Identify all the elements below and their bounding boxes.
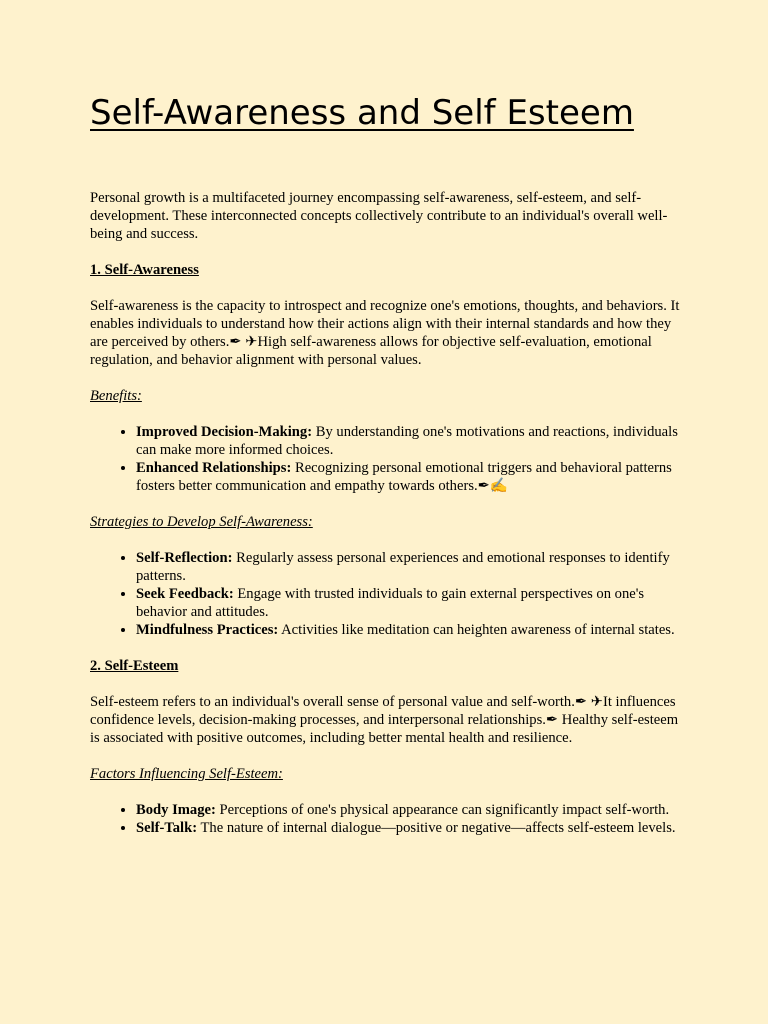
list-item-text: By understanding one's motivations and reactions, individuals can make more informed choices. [136, 424, 678, 458]
list-item-term: Improved Decision-Making: [136, 424, 313, 440]
list-item-term: Body Image: [136, 802, 216, 818]
list-item-term: Self-Talk: [136, 820, 198, 836]
list-item-text: Activities like meditation can heighten awareness of internal states. [278, 622, 675, 638]
list-item [136, 423, 680, 459]
list-item-text: Perceptions of one's physical appearance can significantly impact self-worth. [215, 802, 670, 818]
list-item [136, 621, 680, 639]
list-item-term: Seek Feedback: [136, 586, 234, 602]
list-item-term: Self-Reflection: [136, 550, 233, 566]
list-item [136, 459, 680, 495]
list-item-text: Recognizing personal emotional triggers and behavioral patterns fosters better communication and empathy towards others.✒✍ [136, 460, 672, 494]
list-item-text: The nature of internal dialogue—positive or negative—affects self-esteem levels. [197, 820, 676, 836]
list-item-term: Mindfulness Practices: [136, 622, 279, 638]
intro-paragraph: Personal growth is a multifaceted journey encompassing self-awareness, self-esteem, and self-development. These interconnected concepts collectively contribute to an individual's overall well-being and success. [90, 190, 668, 242]
factors-list [90, 801, 680, 837]
list-item [136, 801, 680, 819]
list-item [136, 549, 680, 585]
list-item-text: Engage with trusted individuals to gain external perspectives on one's behavior and attitudes. [136, 586, 645, 620]
strategies-heading: Strategies to Develop Self-Awareness: [90, 514, 313, 530]
self-esteem-paragraph: Self-esteem refers to an individual's overall sense of personal value and self-worth.✒ ✈It influences confidence levels, decision-making processes, and interpersonal relationships.✒ Healthy self-esteem is associated with positive outcomes, including better mental health and resilience. [90, 694, 679, 746]
benefits-heading: Benefits: [90, 388, 142, 404]
section-heading-self-awareness: 1. Self-Awareness [90, 262, 199, 278]
list-item [136, 585, 680, 621]
list-item-text: Regularly assess personal experiences and emotional responses to identify patterns. [136, 550, 670, 584]
self-awareness-paragraph: Self-awareness is the capacity to introspect and recognize one's emotions, thoughts, and behaviors. It enables individuals to understand how their actions align with their internal standards and how they are perceived by others.✒ ✈High self-awareness allows for objective self-evaluation, emotional regulation, and behavior alignment with personal values. [90, 298, 680, 368]
document-title: Self-Awareness and Self Esteem [90, 93, 634, 133]
section-heading-self-esteem: 2. Self-Esteem [90, 658, 179, 674]
list-item-term: Enhanced Relationships: [136, 460, 292, 476]
factors-heading: Factors Influencing Self-Esteem: [90, 766, 283, 782]
strategies-list [90, 549, 680, 639]
document-body [90, 189, 680, 855]
list-item [136, 819, 680, 837]
benefits-list [90, 423, 680, 495]
